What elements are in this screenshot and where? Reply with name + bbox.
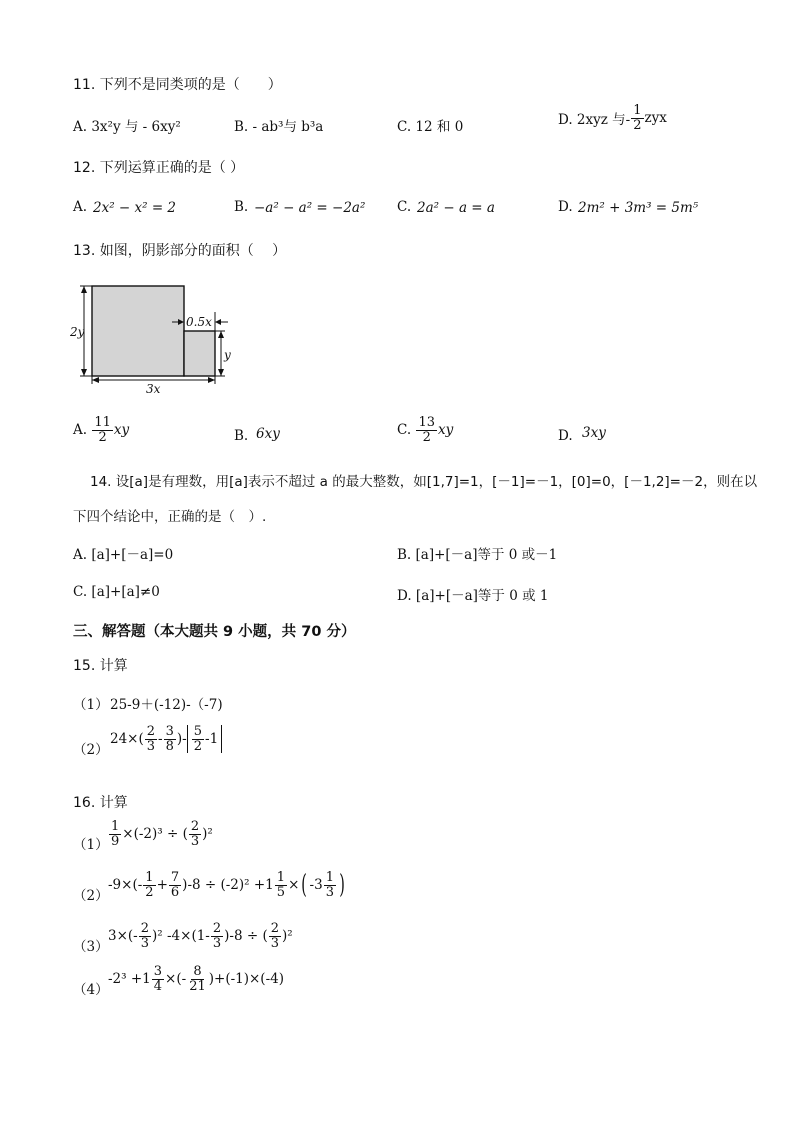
num: 1 — [325, 870, 334, 885]
den: 3 — [212, 935, 222, 951]
num: 8 — [193, 964, 202, 979]
q14-option-a: A. [a]+[－a]=0 — [73, 547, 174, 563]
q12-option-a: 2x² − x² = 2 — [93, 200, 177, 216]
q13-a-num: 11 — [94, 415, 111, 430]
q16-p1-frac2 — [189, 820, 201, 848]
q11-option-d — [558, 104, 667, 132]
q15-p2-mid: - — [158, 731, 163, 748]
num: 2 — [270, 921, 280, 936]
q15-p2-pre: 24×( — [110, 731, 144, 748]
q11-option-b: B. - ab³与 b³a — [234, 119, 324, 135]
q15-p1: 25-9＋(-12)-（-7) — [110, 697, 223, 713]
q16-p2-label: （2） — [73, 888, 109, 904]
q16-p1 — [108, 820, 213, 848]
den: 3 — [146, 738, 156, 754]
q15-p2 — [110, 725, 222, 753]
q13-option-c — [397, 416, 453, 444]
q16-p2-in-pre: -3 — [309, 877, 323, 894]
q16-p3-label: （3） — [73, 939, 109, 955]
num: 2 — [212, 921, 222, 936]
q16-p3-pre: 3×(- — [108, 928, 138, 945]
den: 21 — [189, 978, 206, 994]
fig-label-0-5x: 0.5x — [186, 315, 212, 329]
num: 1 — [111, 819, 120, 834]
q13-c-var: xy — [437, 422, 454, 439]
q16-p4-tail: )+(-1)×(-4) — [208, 971, 284, 988]
den: 8 — [165, 738, 174, 754]
q16-p3-tail: )² — [282, 928, 293, 945]
q15-p2-frac3 — [192, 725, 204, 753]
q16-p3-frac2 — [211, 922, 223, 950]
den: 3 — [190, 833, 200, 849]
den: 3 — [140, 935, 150, 951]
q16-p2-frac1 — [143, 871, 155, 899]
q16-p3-frac3 — [269, 922, 281, 950]
q13-a-den: 2 — [98, 429, 107, 445]
q13-figure — [68, 282, 238, 396]
q11-d-den: 2 — [633, 117, 642, 133]
q16-p2-pre: -9×(- — [108, 877, 143, 894]
q13-label-d: D. — [558, 428, 573, 444]
q12-label-a: A. — [73, 199, 88, 215]
num: 2 — [140, 921, 150, 936]
q11-d-prefix: D. 2xyz 与- — [558, 112, 631, 129]
q16-p2-frac3 — [275, 871, 287, 899]
num: 2 — [146, 724, 156, 739]
den: 4 — [153, 978, 163, 994]
num: 1 — [145, 870, 154, 885]
q16-p2-mid2: )-8 ÷ (-2)² +1 — [182, 877, 274, 894]
q16-p3-frac1 — [139, 922, 151, 950]
q14-option-b: B. [a]+[－a]等于 0 或－1 — [397, 547, 558, 563]
fig-label-2y: 2y — [70, 325, 85, 339]
q16-p4-mid: ×(- — [165, 971, 187, 988]
q14-option-d: D. [a]+[－a]等于 0 或 1 — [397, 588, 549, 604]
den: 3 — [270, 935, 280, 951]
fig-label-y: y — [224, 348, 231, 362]
q11-d-num: 1 — [633, 103, 642, 118]
q13-a-fraction — [92, 416, 113, 444]
q15-p2-frac2 — [164, 725, 176, 753]
q15-p2-close: )- — [176, 731, 187, 748]
q16-p4-pre: -2³ +1 — [108, 971, 151, 988]
den: 9 — [111, 833, 120, 849]
den: 3 — [325, 884, 334, 900]
q16-p3 — [108, 922, 293, 950]
q15-p2-label: （2） — [73, 742, 109, 758]
den: 6 — [170, 884, 180, 900]
q12-option-d: 2m² + 3m³ = 5m⁵ — [578, 200, 699, 216]
q12-stem: 12. 下列运算正确的是（ ） — [73, 160, 245, 176]
num: 3 — [153, 964, 163, 979]
q13-c-num: 13 — [418, 415, 435, 430]
q15-p2-abs-tail: -1 — [205, 731, 219, 748]
q14-stem-line2: 下四个结论中，正确的是（ ）. — [73, 509, 267, 525]
q12-label-d: D. — [558, 199, 573, 215]
q16-p2-frac4 — [324, 871, 336, 899]
q11-d-fraction — [631, 104, 643, 132]
q13-a-label: A. — [73, 422, 88, 439]
q16-p2-big-paren-close: ) — [339, 870, 345, 901]
q13-c-den: 2 — [422, 429, 431, 445]
q16-p1-tail: )² — [202, 826, 213, 843]
num: 2 — [190, 819, 200, 834]
q16-p1-mid: ×(-2)³ ÷ ( — [122, 826, 188, 843]
q13-stem: 13. 如图，阴影部分的面积（ ） — [73, 243, 287, 259]
q11-option-a: A. 3x²y 与 - 6xy² — [73, 119, 181, 135]
q12-option-c: 2a² − a = a — [417, 200, 495, 216]
q14-option-c: C. [a]+[a]≠0 — [73, 584, 160, 600]
q11-d-suffix: zyx — [644, 110, 667, 127]
q16-p2-big-paren-open: ( — [301, 870, 308, 901]
q16-p1-label: （1） — [73, 837, 109, 853]
num: 5 — [193, 724, 203, 739]
small-rect — [184, 331, 215, 376]
q16-p4-frac1 — [152, 965, 164, 993]
den: 2 — [193, 738, 203, 754]
q16-p2-mid3: × — [288, 877, 300, 894]
q12-label-b: B. — [234, 199, 249, 215]
q14-stem-line1: 14. 设[a]是有理数，用[a]表示不超过 a 的最大整数，如[1,7]=1，[－1]=－1，[0]=0，[－1,2]=－2，则在以 — [90, 474, 758, 490]
q16-p4-label: （4） — [73, 982, 109, 998]
q16-p1-frac1 — [109, 820, 121, 848]
q11-stem: 11. 下列不是同类项的是（ ） — [73, 77, 282, 93]
q13-a-var: xy — [113, 422, 130, 439]
q16-p2-frac2 — [169, 871, 181, 899]
q16-p2-mid1: + — [156, 877, 168, 894]
q13-option-d: 3xy — [582, 425, 606, 441]
q13-c-label: C. — [397, 422, 412, 439]
q11-option-c: C. 12 和 0 — [397, 119, 464, 135]
q16-stem: 16. 计算 — [73, 795, 128, 811]
q12-option-b: −a² − a² = −2a² — [254, 200, 366, 216]
den: 5 — [276, 884, 286, 900]
q12-label-c: C. — [397, 199, 412, 215]
q16-p4-frac2 — [187, 965, 208, 993]
fig-label-3x: 3x — [146, 382, 161, 396]
num: 1 — [276, 870, 286, 885]
q13-option-a — [73, 416, 129, 444]
section-3-heading: 三、解答题（本大题共 9 小题，共 70 分） — [73, 624, 356, 640]
q13-label-b: B. — [234, 428, 249, 444]
q13-option-b: 6xy — [256, 426, 280, 442]
q15-p1-label: （1） — [73, 697, 109, 713]
q16-p2 — [108, 871, 347, 899]
q16-p3-mid1: )² -4×(1- — [152, 928, 210, 945]
big-square — [92, 286, 184, 376]
den: 2 — [145, 884, 154, 900]
q16-p4 — [108, 965, 284, 993]
num: 3 — [165, 724, 174, 739]
q16-p3-mid2: )-8 ÷ ( — [224, 928, 268, 945]
q15-stem: 15. 计算 — [73, 658, 128, 674]
q15-p2-absolute-value — [187, 725, 222, 753]
num: 7 — [170, 870, 180, 885]
q15-p2-frac1 — [145, 725, 157, 753]
q13-c-fraction — [416, 416, 437, 444]
